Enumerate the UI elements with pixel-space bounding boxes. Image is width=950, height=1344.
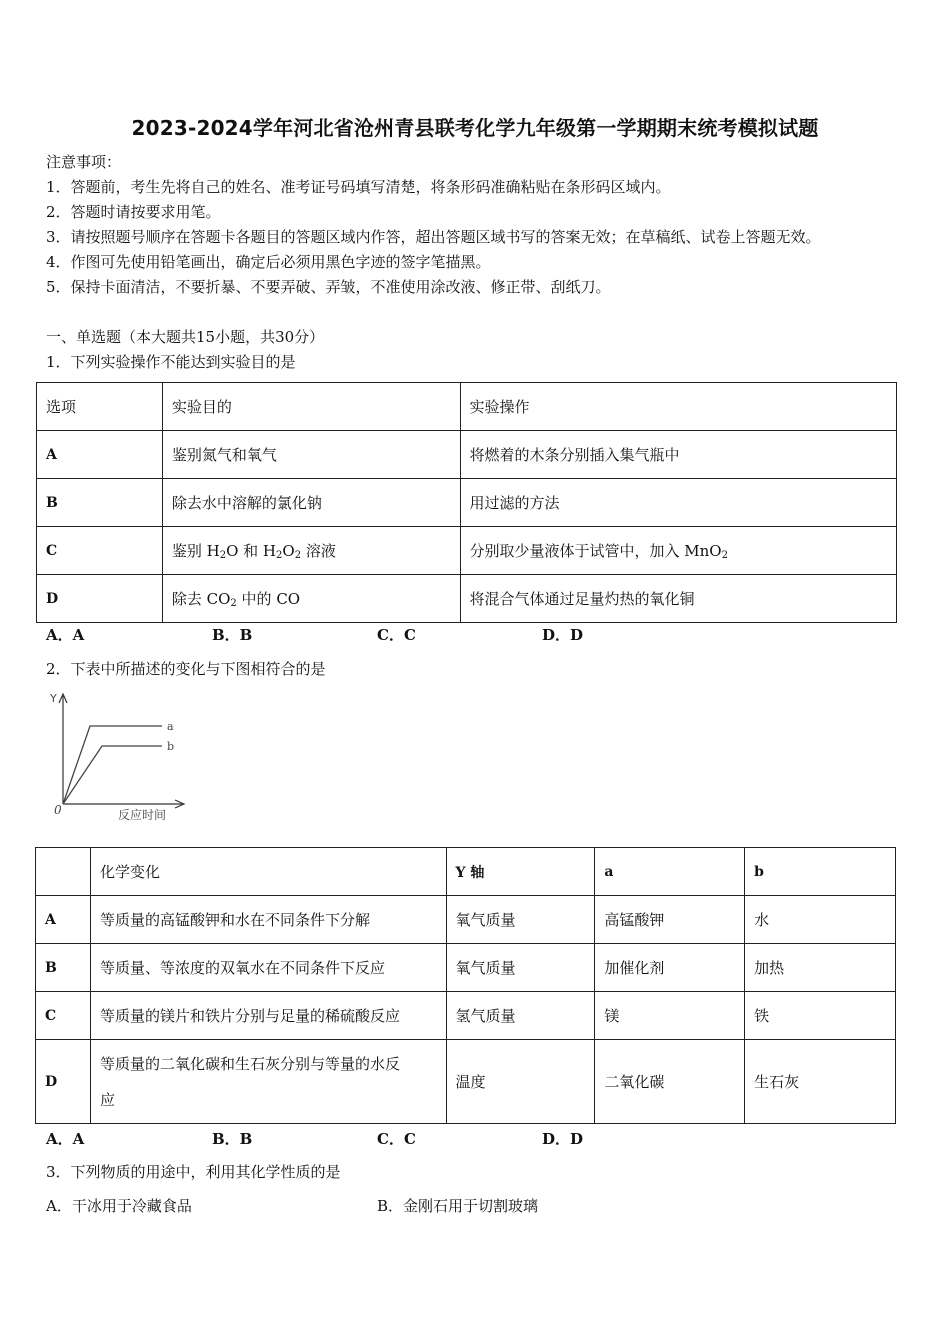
row-operation: 将混合气体通过足量灼热的氧化铜 — [460, 575, 896, 623]
row-option: D — [37, 575, 163, 623]
row-option: A — [36, 896, 91, 944]
curve-a-label: a — [167, 720, 174, 733]
header-operation: 实验操作 — [460, 383, 896, 431]
row-operation: 分别取少量液体于试管中，加入 MnO$_2$ — [460, 527, 896, 575]
header-goal: 实验目的 — [162, 383, 460, 431]
q3-choice-b: B．金刚石用于切割玻璃 — [377, 1197, 539, 1215]
header-change: 化学变化 — [90, 848, 446, 896]
q2-choice-c: C．C — [377, 1130, 416, 1148]
table-header-row — [37, 383, 897, 431]
row-y: 温度 — [446, 1040, 595, 1124]
notice-item-1: 1．答题前，考生先将自己的姓名、准考证号码填写清楚，将条形码准确粘贴在条形码区域内。 — [46, 178, 671, 196]
q1-choice-c: C．C — [377, 626, 416, 644]
row-y: 氧气质量 — [446, 896, 595, 944]
row-operation: 将燃着的木条分别插入集气瓶中 — [460, 431, 896, 479]
q1-stem: 1．下列实验操作不能达到实验目的是 — [46, 353, 296, 371]
row-option: C — [36, 992, 91, 1040]
row-a: 高锰酸钾 — [595, 896, 745, 944]
header-option: 选项 — [37, 383, 163, 431]
section-heading: 一、单选题（本大题共15小题，共30分） — [46, 328, 325, 346]
q2-choice-d: D．D — [542, 1130, 584, 1148]
q3-stem: 3．下列物质的用途中，利用其化学性质的是 — [46, 1163, 341, 1181]
header-option — [36, 848, 91, 896]
q3-choice-a: A．干冰用于冷藏食品 — [46, 1197, 192, 1215]
row-y: 氢气质量 — [446, 992, 595, 1040]
q2-choice-a: A．A — [46, 1130, 85, 1148]
row-b: 生石灰 — [745, 1040, 896, 1124]
row-goal: 鉴别氮气和氧气 — [162, 431, 460, 479]
table-row — [37, 479, 897, 527]
q1-choice-a: A．A — [46, 626, 85, 644]
row-a: 加催化剂 — [595, 944, 745, 992]
row-change: 等质量的高锰酸钾和水在不同条件下分解 — [90, 896, 446, 944]
q1-choice-d: D．D — [542, 626, 584, 644]
q2-choices — [0, 1128, 950, 1148]
page-title: 2023-2024学年河北省沧州青县联考化学九年级第一学期期末统考模拟试题 — [131, 116, 819, 140]
row-b: 水 — [745, 896, 896, 944]
q2-table — [35, 847, 896, 1124]
row-y: 氧气质量 — [446, 944, 595, 992]
notice-heading: 注意事项： — [46, 153, 122, 171]
row-goal: 除去 $CO_2$ 中的 CO — [162, 575, 460, 623]
table-row — [36, 944, 896, 992]
table-row — [37, 575, 897, 623]
x-axis-label: 反应时间 — [118, 808, 167, 822]
row-option: D — [36, 1040, 91, 1124]
y-axis-label: Y — [50, 692, 57, 705]
q2-graph — [40, 686, 190, 826]
table-row — [36, 992, 896, 1040]
q3-choices — [0, 1195, 950, 1215]
notice-item-2: 2．答题时请按要求用笔。 — [46, 203, 221, 221]
row-b: 加热 — [745, 944, 896, 992]
row-operation: 用过滤的方法 — [460, 479, 896, 527]
row-b: 铁 — [745, 992, 896, 1040]
q1-choices — [0, 624, 950, 644]
header-y-axis: Y 轴 — [446, 848, 595, 896]
table-row — [37, 431, 897, 479]
table-row — [36, 1040, 896, 1124]
header-a: a — [595, 848, 745, 896]
q2-choice-b: B．B — [212, 1130, 253, 1148]
table-row — [37, 527, 897, 575]
curve-b-label: b — [167, 740, 175, 753]
row-option: B — [37, 479, 163, 527]
notice-item-5: 5．保持卡面清洁，不要折暴、不要弄破、弄皱，不准使用涂改液、修正带、刮纸刀。 — [46, 278, 611, 296]
row-option: A — [37, 431, 163, 479]
q1-choice-b: B．B — [212, 626, 253, 644]
row-change: 等质量、等浓度的双氧水在不同条件下反应 — [90, 944, 446, 992]
notice-item-4: 4．作图可先使用铅笔画出，确定后必须用黑色字迹的签字笔描黑。 — [46, 253, 491, 271]
row-a: 镁 — [595, 992, 745, 1040]
row-change: 等质量的镁片和铁片分别与足量的稀硫酸反应 — [90, 992, 446, 1040]
row-goal: 鉴别 $H_2O$ 和 $H_2O_2$ 溶液 — [162, 527, 460, 575]
row-option: B — [36, 944, 91, 992]
row-goal: 除去水中溶解的氯化钠 — [162, 479, 460, 527]
row-a: 二氧化碳 — [595, 1040, 745, 1124]
row-option: C — [37, 527, 163, 575]
origin-label: 0 — [54, 803, 62, 817]
curve-b — [63, 746, 162, 804]
table-row — [36, 896, 896, 944]
curve-a — [63, 726, 162, 804]
q1-table — [36, 382, 897, 623]
table-header-row — [36, 848, 896, 896]
row-change: 等质量的二氧化碳和生石灰分别与等量的水反 应 — [90, 1040, 446, 1124]
header-b: b — [745, 848, 896, 896]
notice-item-3: 3．请按照题号顺序在答题卡各题目的答题区域内作答，超出答题区域书写的答案无效；在草稿纸、试卷上答题无效。 — [46, 228, 821, 246]
q2-stem: 2．下表中所描述的变化与下图相符合的是 — [46, 660, 326, 678]
